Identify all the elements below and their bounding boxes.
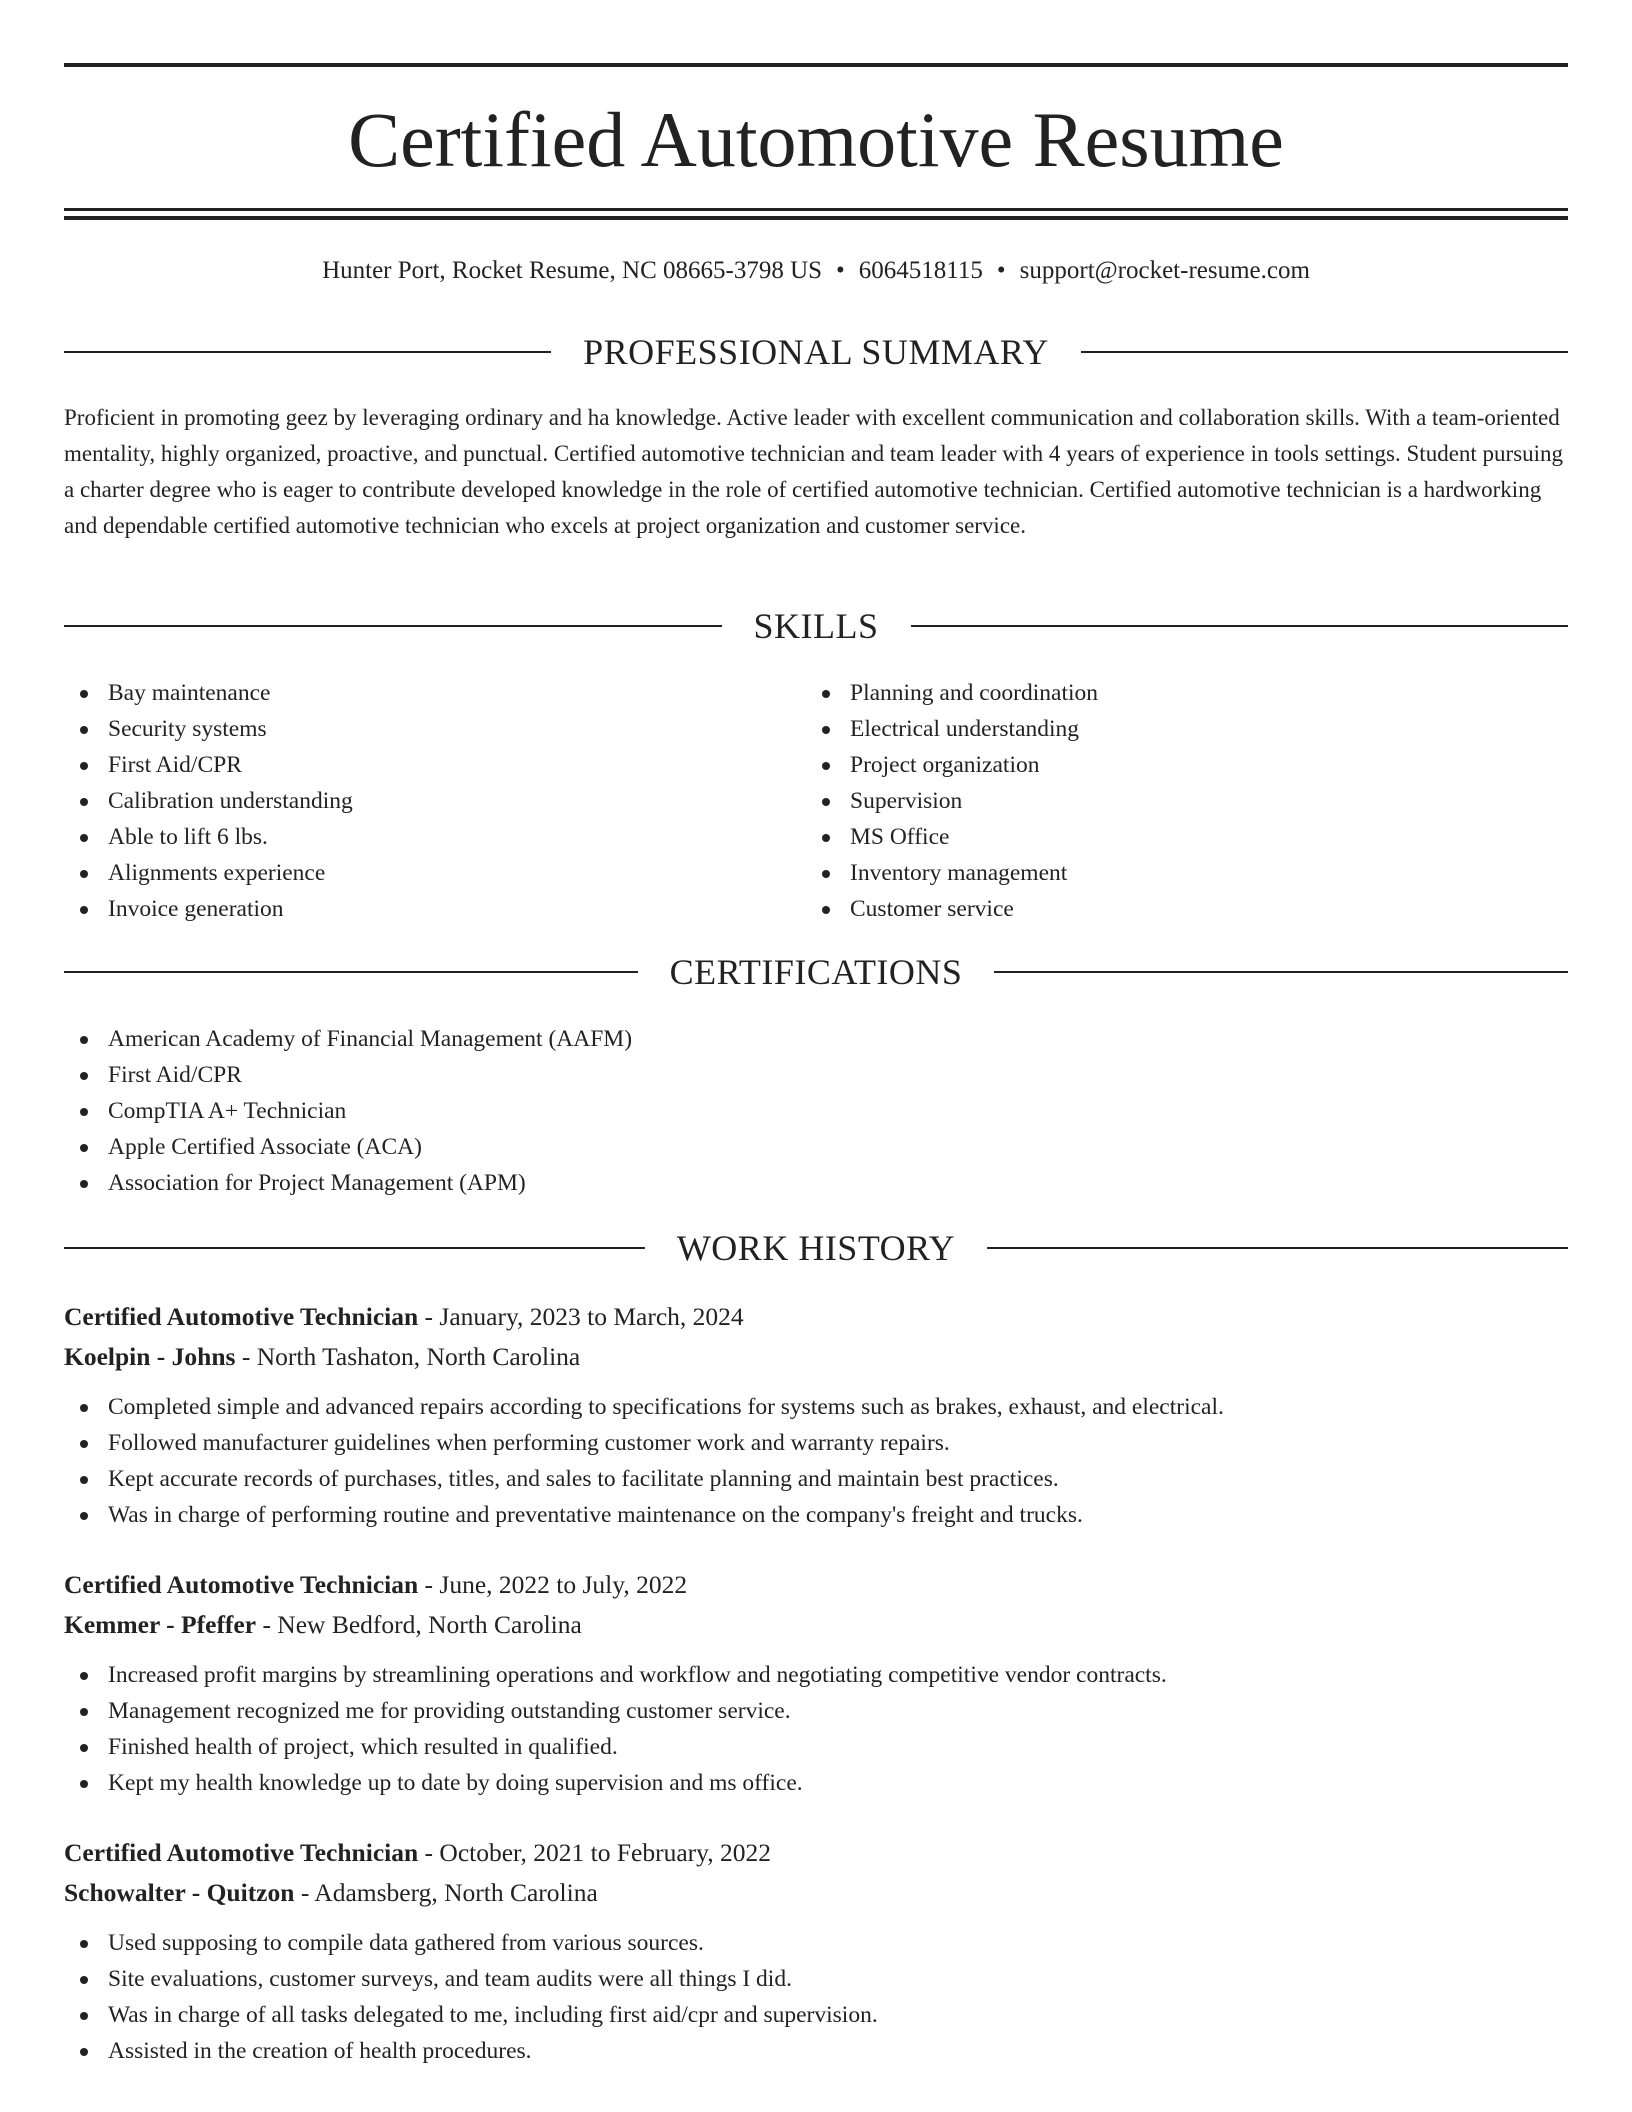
job-dates: - June, 2022 to July, 2022 bbox=[418, 1570, 688, 1599]
title-double-divider bbox=[64, 208, 1568, 220]
skill-item: MS Office bbox=[806, 819, 1098, 855]
heading-rule-left bbox=[64, 971, 638, 973]
summary-text: Proficient in promoting geez by leveraging ordinary and ha knowledge. Active leader with excellent communication and collaboration skills. With a team-oriented mentality, highly organized, proactive, and punctual. Certified automotive technician and team leader with 4 years of experience in tools settings. Student pursuing a charter degree who is eager to contribute developed knowledge in the role of certified automotive technician. Certified automotive technician is a hardworking and dependable certified automotive technician who excels at project organization and customer service. bbox=[64, 405, 1564, 538]
heading-rule-right bbox=[987, 1247, 1568, 1249]
job-company-line bbox=[64, 1873, 1568, 1913]
contact-address: Hunter Port, Rocket Resume, NC 08665-3798 US bbox=[322, 257, 823, 284]
contact-phone: 6064518115 bbox=[858, 257, 983, 284]
heading-rule-right bbox=[911, 625, 1569, 627]
work-history-section-heading bbox=[64, 1226, 1568, 1270]
job-entry bbox=[64, 1297, 1568, 1533]
skill-item: Electrical understanding bbox=[806, 711, 1098, 747]
skill-item: Planning and coordination bbox=[806, 675, 1098, 711]
contact-separator: • bbox=[996, 257, 1006, 284]
job-duties-list bbox=[64, 1389, 1568, 1533]
summary-section-heading bbox=[64, 330, 1568, 374]
job-dates: - January, 2023 to March, 2024 bbox=[418, 1302, 744, 1331]
job-duty: Used supposing to compile data gathered from various sources. bbox=[64, 1925, 1568, 1961]
job-duty: Assisted in the creation of health procedures. bbox=[64, 2033, 1568, 2069]
certifications-section-heading bbox=[64, 950, 1568, 994]
skill-item: Alignments experience bbox=[64, 855, 353, 891]
skills-list-right bbox=[806, 675, 1098, 927]
job-location: - North Tashaton, North Carolina bbox=[235, 1342, 581, 1371]
job-company: Schowalter - Quitzon bbox=[64, 1878, 295, 1907]
skills-section-heading bbox=[64, 604, 1568, 648]
summary-heading: PROFESSIONAL SUMMARY bbox=[583, 332, 1049, 372]
skill-item: Inventory management bbox=[806, 855, 1098, 891]
job-title-line bbox=[64, 1565, 1568, 1605]
certifications-heading: CERTIFICATIONS bbox=[669, 952, 963, 992]
certification-item: CompTIA A+ Technician bbox=[64, 1093, 632, 1129]
certification-item: First Aid/CPR bbox=[64, 1057, 632, 1093]
job-title: Certified Automotive Technician bbox=[64, 1570, 419, 1599]
contact-line bbox=[64, 254, 1568, 288]
skill-item: Security systems bbox=[64, 711, 353, 747]
skills-heading: SKILLS bbox=[753, 606, 879, 646]
skill-item: Able to lift 6 lbs. bbox=[64, 819, 353, 855]
skill-item: Customer service bbox=[806, 891, 1098, 927]
certification-item: Association for Project Management (APM) bbox=[64, 1165, 632, 1201]
job-duty: Increased profit margins by streamlining operations and workflow and negotiating competitive vendor contracts. bbox=[64, 1657, 1568, 1693]
job-company: Koelpin - Johns bbox=[64, 1342, 236, 1371]
job-duty: Was in charge of performing routine and preventative maintenance on the company's freight and trucks. bbox=[64, 1497, 1568, 1533]
work-history-heading: WORK HISTORY bbox=[676, 1228, 956, 1268]
skills-list-left bbox=[64, 675, 353, 927]
job-duty: Site evaluations, customer surveys, and team audits were all things I did. bbox=[64, 1961, 1568, 1997]
job-company-line bbox=[64, 1337, 1568, 1377]
job-company: Kemmer - Pfeffer bbox=[64, 1610, 257, 1639]
job-title: Certified Automotive Technician bbox=[64, 1302, 419, 1331]
heading-rule-left bbox=[64, 625, 722, 627]
job-location: - Adamsberg, North Carolina bbox=[294, 1878, 598, 1907]
certifications-list bbox=[64, 1021, 632, 1201]
job-duty: Kept accurate records of purchases, titles, and sales to facilitate planning and maintain best practices. bbox=[64, 1461, 1568, 1497]
job-duty: Finished health of project, which resulted in qualified. bbox=[64, 1729, 1568, 1765]
skill-item: Supervision bbox=[806, 783, 1098, 819]
skill-item: Project organization bbox=[806, 747, 1098, 783]
job-duties-list bbox=[64, 1657, 1568, 1801]
heading-rule-right bbox=[1081, 351, 1568, 353]
job-company-line bbox=[64, 1605, 1568, 1645]
job-duty: Followed manufacturer guidelines when performing customer work and warranty repairs. bbox=[64, 1425, 1568, 1461]
job-entry bbox=[64, 1833, 1568, 2069]
heading-rule-right bbox=[994, 971, 1568, 973]
job-duties-list bbox=[64, 1925, 1568, 2069]
job-duty: Completed simple and advanced repairs according to specifications for systems such as brakes, exhaust, and electrical. bbox=[64, 1389, 1568, 1425]
contact-separator: • bbox=[836, 257, 845, 284]
skill-item: Invoice generation bbox=[64, 891, 353, 927]
job-duty: Kept my health knowledge up to date by doing supervision and ms office. bbox=[64, 1765, 1568, 1801]
job-title: Certified Automotive Technician bbox=[64, 1838, 419, 1867]
job-dates: - October, 2021 to February, 2022 bbox=[418, 1838, 771, 1867]
job-entry bbox=[64, 1565, 1568, 1801]
job-duty: Was in charge of all tasks delegated to me, including first aid/cpr and supervision. bbox=[64, 1997, 1568, 2033]
contact-email: support@rocket-resume.com bbox=[1019, 257, 1310, 284]
job-duty: Management recognized me for providing outstanding customer service. bbox=[64, 1693, 1568, 1729]
skill-item: Bay maintenance bbox=[64, 675, 353, 711]
top-divider bbox=[64, 63, 1568, 67]
heading-rule-left bbox=[64, 1247, 645, 1249]
job-title-line bbox=[64, 1833, 1568, 1873]
heading-rule-left bbox=[64, 351, 551, 353]
job-title-line bbox=[64, 1297, 1568, 1337]
skill-item: Calibration understanding bbox=[64, 783, 353, 819]
page-title: Certified Automotive Resume bbox=[348, 96, 1284, 183]
certification-item: American Academy of Financial Management (AAFM) bbox=[64, 1021, 632, 1057]
certification-item: Apple Certified Associate (ACA) bbox=[64, 1129, 632, 1165]
skill-item: First Aid/CPR bbox=[64, 747, 353, 783]
job-location: - New Bedford, North Carolina bbox=[256, 1610, 582, 1639]
